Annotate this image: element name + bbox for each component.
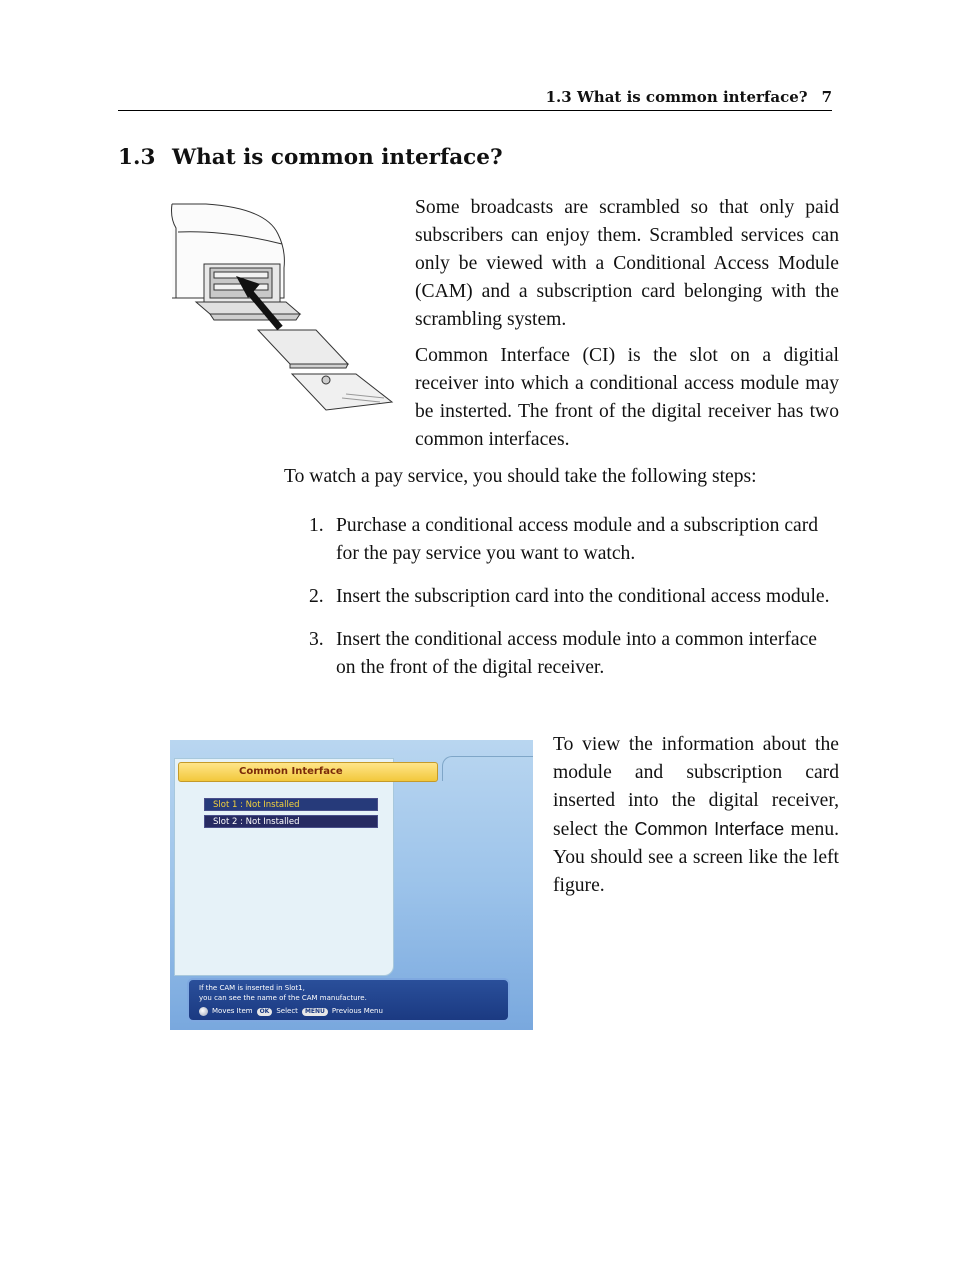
paragraph-common-interface-definition: Common Interface (CI) is the slot on a digitial receiver into which a conditional access module may be insterted. The front of the digital receiver has two common interfaces. xyxy=(415,345,839,450)
help-line-1: If the CAM is inserted in Slot1, xyxy=(199,984,305,992)
paragraph-text-after: menu. You should see a screen like the left figure. xyxy=(553,819,840,896)
section-number: 1.3 xyxy=(118,145,156,170)
cam-insertion-illustration xyxy=(166,198,396,416)
list-item xyxy=(309,626,839,682)
list-item xyxy=(309,512,839,568)
paragraph-steps-intro: To watch a pay service, you should take the following steps: xyxy=(284,466,757,487)
menu-key-icon: MENU xyxy=(302,1008,328,1016)
menu-title-bar xyxy=(178,762,438,782)
steps-list xyxy=(309,512,839,697)
list-item-text: Insert the subscription card into the conditional access module. xyxy=(336,586,830,607)
menu-name-inline: Common Interface xyxy=(634,819,785,839)
section-heading-text: What is common interface? xyxy=(172,145,503,170)
menu-panel xyxy=(174,758,394,976)
nav-previous-label: Previous Menu xyxy=(331,1007,383,1015)
slot-1-item[interactable]: Slot 1 : Not Installed xyxy=(204,798,378,811)
paragraph-view-information xyxy=(553,731,839,900)
tab-frame-decoration xyxy=(442,756,533,781)
help-line-2: you can see the name of the CAM manufacture. xyxy=(199,993,367,1002)
slot-2-item[interactable]: Slot 2 : Not Installed xyxy=(204,815,378,828)
up-down-icon xyxy=(199,1007,208,1016)
nav-hints xyxy=(199,1007,498,1017)
help-box xyxy=(187,978,510,1022)
page-number: 7 xyxy=(821,88,832,106)
list-marker: 2. xyxy=(309,586,324,607)
list-item-text: Purchase a conditional access module and a subscription card for the pay service you want to watch. xyxy=(336,515,819,564)
nav-moves-label: Moves Item xyxy=(212,1007,253,1015)
section-title xyxy=(118,142,503,174)
list-marker: 3. xyxy=(309,629,324,650)
nav-select-label: Select xyxy=(276,1007,298,1015)
running-head-title: 1.3 What is common interface? xyxy=(545,88,808,106)
ok-key-icon: OK xyxy=(257,1008,273,1016)
running-head xyxy=(118,86,832,111)
common-interface-screenshot xyxy=(170,740,533,1030)
list-item xyxy=(309,583,839,611)
menu-title: Common Interface xyxy=(239,766,343,777)
paragraph-scrambled-broadcasts: Some broadcasts are scrambled so that only paid subscribers can enjoy them. Scrambled services can only be viewed with a Conditional Access Module (CAM) and a subscription card belonging with the scrambling system. xyxy=(415,197,839,330)
paragraph-text-before: To view the information about the module and subscription card inserted into the digital receiver, select the xyxy=(553,734,839,840)
list-item-text: Insert the conditional access module into a common interface on the front of the digital receiver. xyxy=(336,629,817,678)
list-marker: 1. xyxy=(309,515,324,536)
